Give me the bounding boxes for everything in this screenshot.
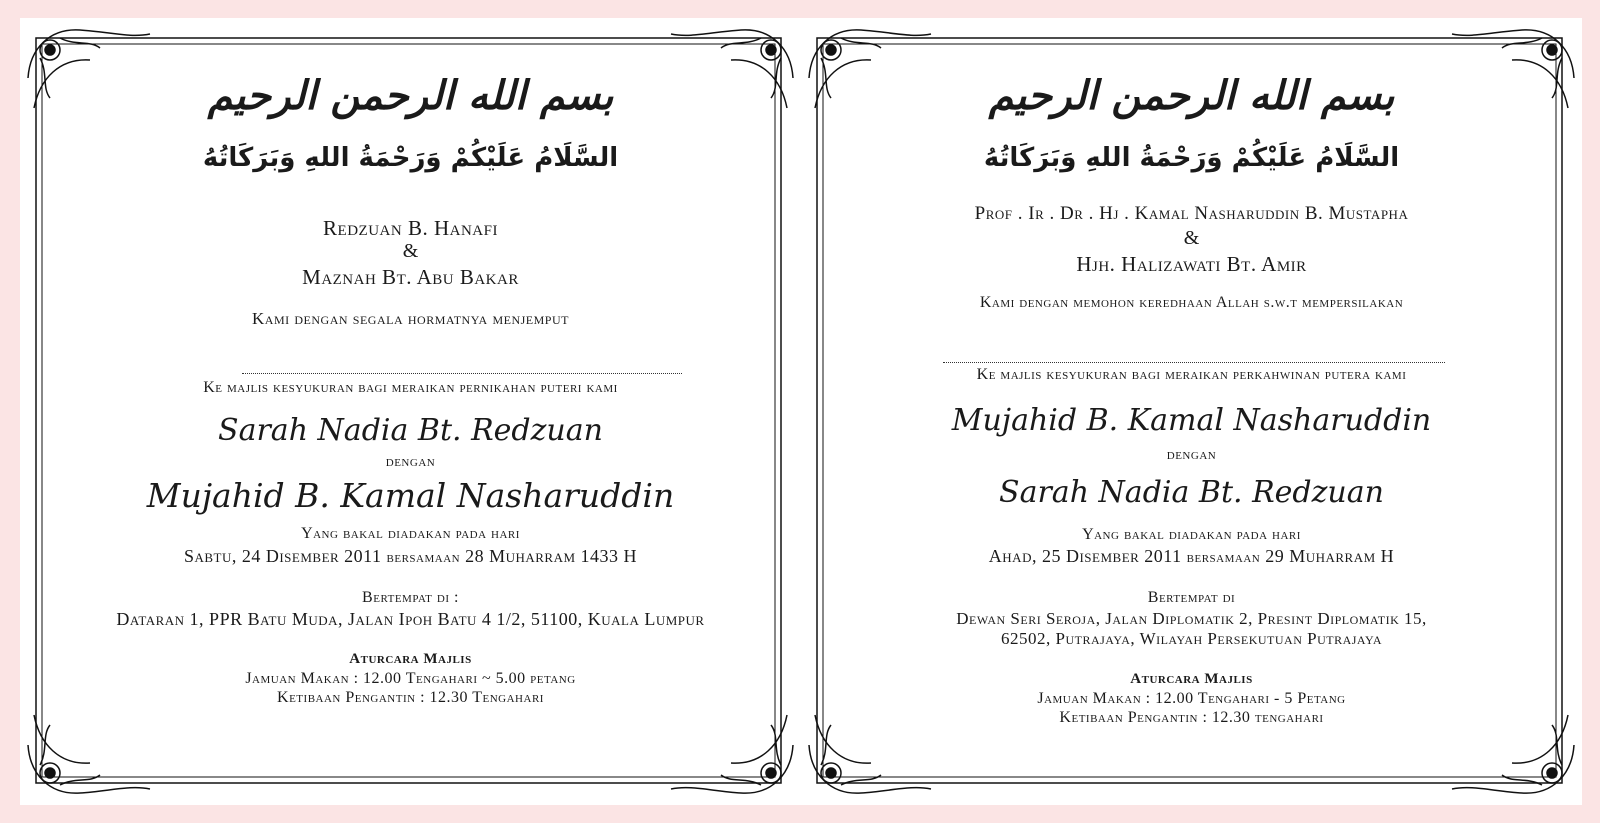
- venue-label: Bertempat di :: [362, 589, 459, 606]
- dengan-text: dengan: [385, 453, 436, 470]
- salam-greeting: السَّلَامُ عَلَيْكُمْ وَرَحْمَةُ اللهِ وَبَرَكَاتُهُ: [983, 143, 1400, 173]
- parent-father: Redzuan B. Hanafi: [323, 216, 498, 240]
- bride-name: Sarah Nadia Bt. Redzuan: [218, 413, 603, 448]
- held-text: Yang bakal diadakan pada hari: [301, 525, 520, 542]
- venue-address-line2: 62502, Putrajaya, Wilayah Persekutuan Putrajaya: [1001, 629, 1382, 648]
- program-meal: Jamuan Makan : 12.00 Tengahari - 5 Petang: [1037, 690, 1346, 707]
- program-title: Aturcara Majlis: [349, 651, 472, 667]
- venue-address-line1: Dewan Seri Seroja, Jalan Diplomatik 2, Presint Diplomatik 15,: [956, 609, 1427, 628]
- invitation-sheet: [20, 18, 1582, 805]
- invitation-line: Kami dengan segala hormatnya menjemput: [252, 309, 569, 328]
- groom-name: Mujahid B. Kamal Nasharuddin: [951, 403, 1432, 438]
- occasion-line: Ke majlis kesyukuran bagi meraikan pernikahan puteri kami: [203, 379, 618, 396]
- parent-father: Prof . Ir . Dr . Hj . Kamal Nasharuddin B. Mustapha: [974, 203, 1409, 224]
- event-date: [60, 546, 761, 567]
- event-date: [841, 546, 1542, 567]
- held-text: Yang bakal diadakan pada hari: [1082, 526, 1301, 543]
- venue-label: Bertempat di: [1147, 589, 1236, 606]
- program-arrival: Ketibaan Pengantin : 12.30 Tengahari: [277, 689, 544, 706]
- date-joiner: bersamaan: [386, 550, 461, 566]
- bride-name: Sarah Nadia Bt. Redzuan: [999, 475, 1384, 510]
- invitation-card-bride: [20, 18, 801, 805]
- groom-name: Mujahid B. Kamal Nasharuddin: [146, 476, 675, 515]
- parent-mother: Maznah Bt. Abu Bakar: [302, 265, 519, 289]
- date-hijri: 29 Muharram H: [1265, 546, 1395, 566]
- venue-address: Dataran 1, PPR Batu Muda, Jalan Ipoh Batu 4 1/2, 51100, Kuala Lumpur: [116, 609, 705, 629]
- date-joiner: bersamaan: [1186, 550, 1261, 566]
- salam-greeting: السَّلَامُ عَلَيْكُمْ وَرَحْمَةُ اللهِ وَبَرَكَاتُهُ: [202, 143, 619, 173]
- dotted-name-line: [943, 362, 1445, 363]
- ampersand: &: [1183, 227, 1200, 249]
- occasion-line: Ke majlis kesyukuran bagi meraikan perkahwinan putera kami: [976, 366, 1407, 383]
- invitation-card-groom: [801, 18, 1582, 805]
- program-arrival: Ketibaan Pengantin : 12.30 tengahari: [1059, 709, 1324, 726]
- bismillah: بسم الله الرحمن الرحيم: [988, 73, 1395, 119]
- date-gregorian: Ahad, 25 Disember 2011: [988, 546, 1182, 566]
- invitation-line: Kami dengan memohon keredhaan Allah s.w.t mempersilakan: [979, 294, 1404, 311]
- card-text: [841, 18, 1542, 805]
- date-hijri: 28 Muharram 1433 H: [465, 546, 638, 566]
- program-meal: Jamuan Makan : 12.00 Tengahari ~ 5.00 petang: [245, 670, 576, 687]
- bismillah: بسم الله الرحمن الرحيم: [207, 73, 614, 119]
- parent-mother: Hjh. Halizawati Bt. Amir: [1076, 252, 1307, 276]
- dengan-text: dengan: [1166, 446, 1217, 463]
- date-gregorian: Sabtu, 24 Disember 2011: [183, 546, 382, 566]
- program-title: Aturcara Majlis: [1130, 671, 1253, 687]
- ampersand: &: [402, 240, 419, 262]
- dotted-name-line: [242, 373, 682, 374]
- card-text: [60, 18, 761, 805]
